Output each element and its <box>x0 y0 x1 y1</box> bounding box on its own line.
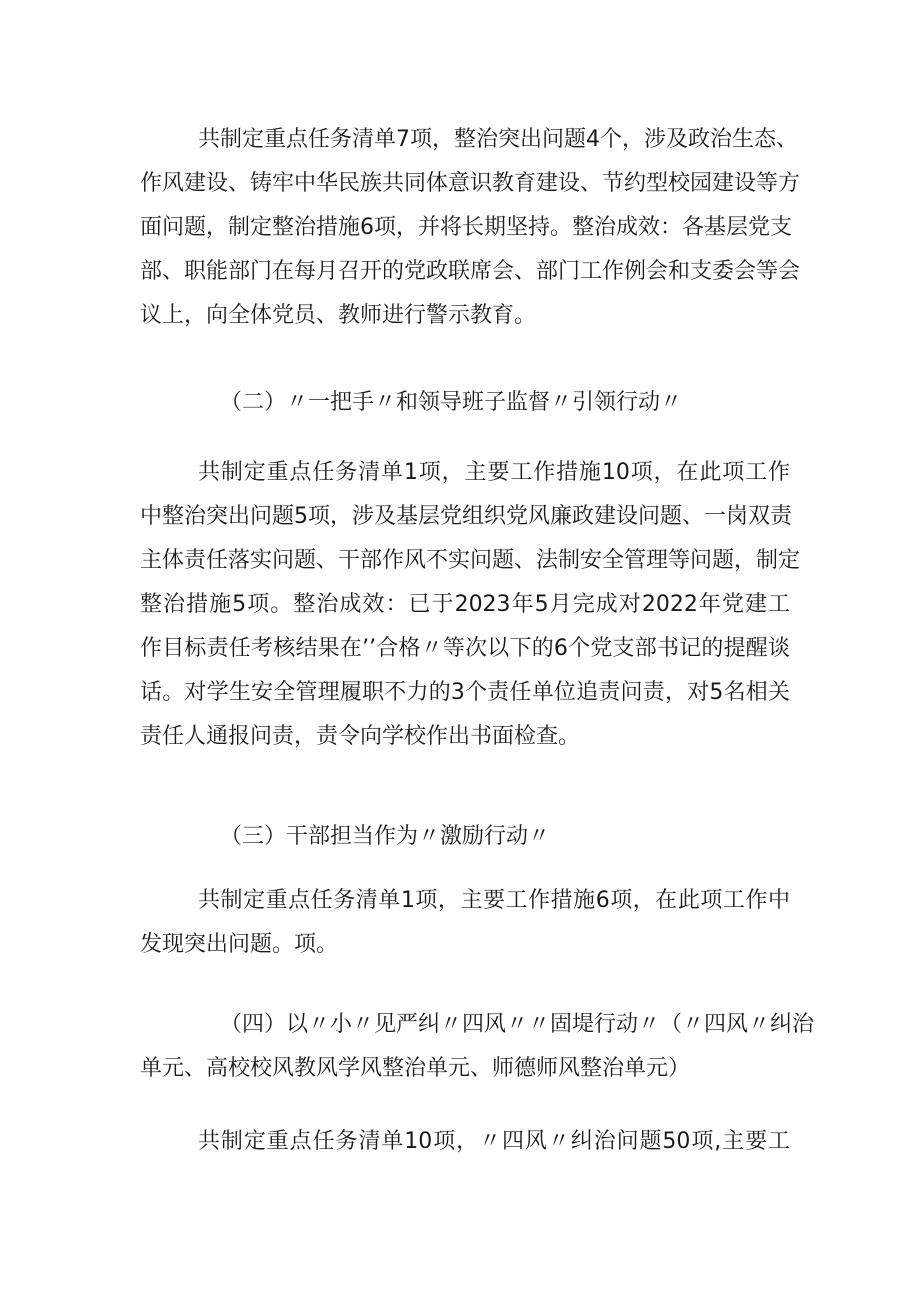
paragraph-line: 议上，向全体党员、教师进行警示教育。 <box>140 303 537 328</box>
section-heading: （二）〃一把手〃和领导班子监督〃引领行动〃 <box>220 390 683 415</box>
paragraph-line: 话。对学生安全管理履职不力的3个责任单位追责问责，对5名相关 <box>140 680 790 705</box>
paragraph-line: 共制定重点任务清单10项，〃四风〃纠治问题50项,主要工 <box>198 1129 790 1154</box>
paragraph-line: 面问题，制定整治措施6项，并将长期坚持。整治成效：各基层党支 <box>140 215 792 240</box>
paragraph-line: 整治措施5项。整治成效：已于2023年5月完成对2022年党建工 <box>140 592 790 617</box>
section-heading-2 <box>140 381 790 425</box>
paragraph-line: 共制定重点任务清单1项，主要工作措施6项，在此项工作中 <box>198 888 790 913</box>
section-heading-3 <box>140 815 790 859</box>
paragraph-line: 部、职能部门在每月召开的党政联席会、部门工作例会和支委会等会 <box>140 259 801 284</box>
paragraph-line: 主体责任落实问题、干部作风不实问题、法制安全管理等问题，制定 <box>140 548 801 573</box>
paragraph-line: 发现突出问题。项。 <box>140 932 339 957</box>
paragraph-line: 共制定重点任务清单7项，整治突出问题4个，涉及政治生态、 <box>198 127 798 152</box>
section-heading: （四）以〃小〃见严纠〃四风〃〃固堤行动〃（〃四风〃纠治 <box>220 1012 815 1037</box>
section-heading: （三）干部担当作为〃激励行动〃 <box>220 824 551 849</box>
paragraph-line: 中整治突出问题5项，涉及基层党组织党风廉政建设问题、一岗双责 <box>140 504 792 529</box>
paragraph-line: 共制定重点任务清单1项，主要工作措施10项，在此项工作 <box>198 460 790 485</box>
section-heading: 单元、高校校风教风学风整治单元、师德师风整治单元） <box>140 1056 691 1081</box>
section-heading-4 <box>140 1003 815 1091</box>
paragraph-4 <box>140 1120 790 1164</box>
paragraph-3 <box>140 879 790 967</box>
paragraph-1 <box>140 118 801 338</box>
paragraph-line: 作目标责任考核结果在’’合格〃等次以下的6个党支部书记的提醒谈 <box>140 636 790 661</box>
paragraph-line: 责任人通报问责，责令向学校作出书面检查。 <box>140 724 581 749</box>
paragraph-line: 作风建设、铸牢中华民族共同体意识教育建设、节约型校园建设等方 <box>140 171 801 196</box>
paragraph-2 <box>140 451 801 759</box>
